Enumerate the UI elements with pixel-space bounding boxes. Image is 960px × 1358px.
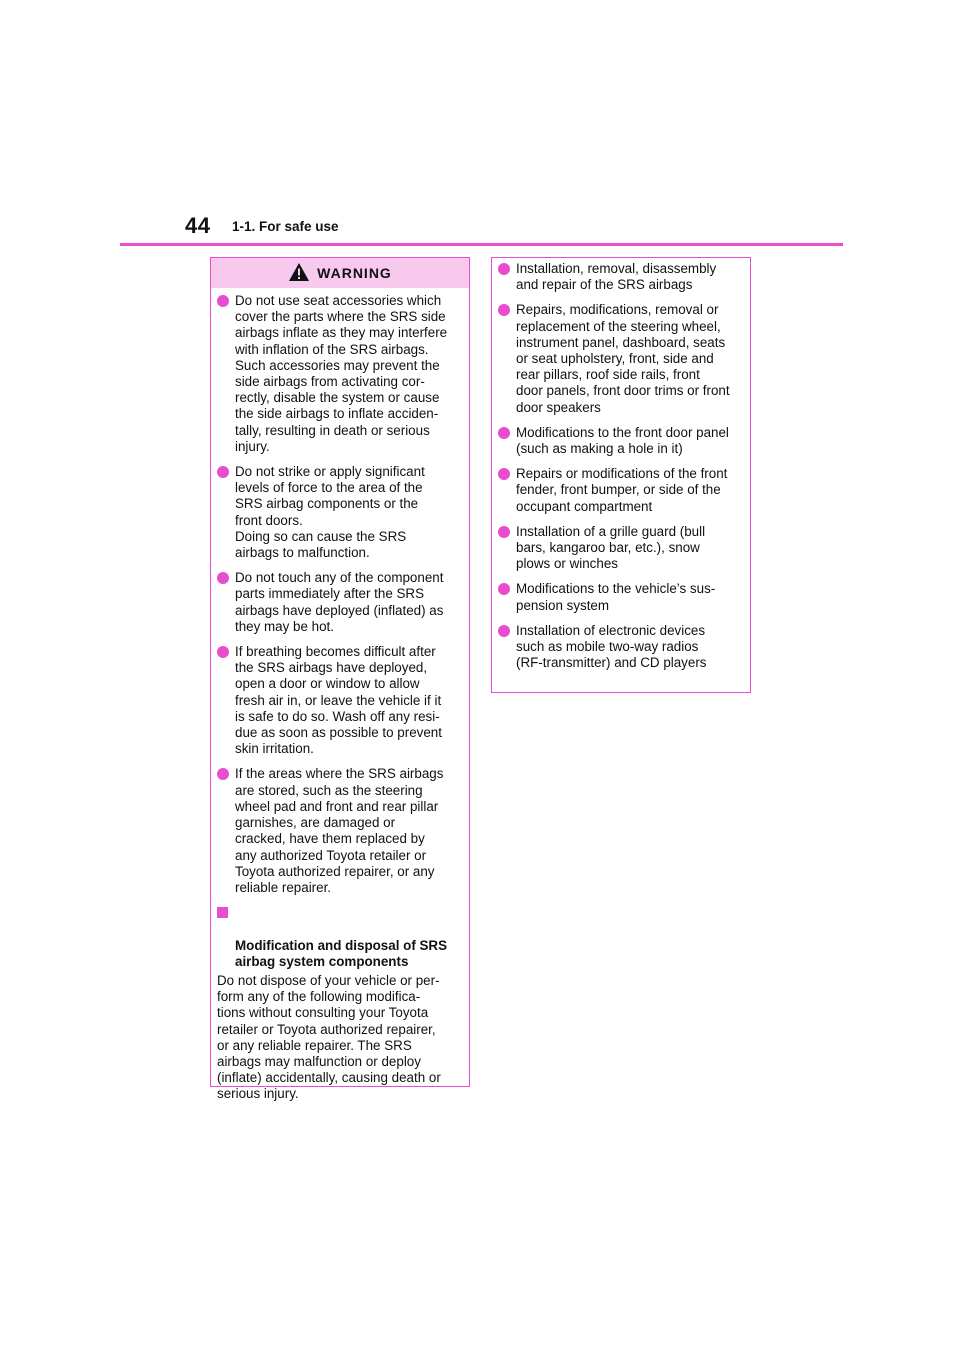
bullet-icon [498,583,510,595]
continued-item: Repairs, modifications, removal or replacement of the steering wheel, instrument panel, dashboard, seats or seat upholstery, front, side and rear pillars, roof side rails, front door panels, front door trims or front door speakers [498,302,745,415]
warning-subheading: Modification and disposal of SRS airbag system components [217,905,464,970]
bullet-icon [217,768,229,780]
warning-item: Do not touch any of the component parts immediately after the SRS airbags have deployed (inflated) as they may be hot. [217,570,464,635]
bullet-icon [498,468,510,480]
warning-continued-box [491,257,751,693]
warning-item: If breathing becomes difficult after the SRS airbags have deployed, open a door or window to allow fresh air in, or leave the vehicle if it is safe to do so. Wash off any resi- due as soon as possible to prevent skin irritation. [217,644,464,757]
continued-item: Installation of a grille guard (bull bars, kangaroo bar, etc.), snow plows or winches [498,524,745,573]
bullet-icon [217,646,229,658]
warning-header [211,258,469,288]
warning-title: WARNING [317,265,392,281]
continued-item: Repairs or modifications of the front fender, front bumper, or side of the occupant compartment [498,466,745,515]
square-bullet-icon [217,907,228,918]
bullet-icon [498,526,510,538]
warning-item: Do not use seat accessories which cover the parts where the SRS side airbags inflate as they may interfere with inflation of the SRS airbags. Such accessories may prevent the side airbags from activating cor- rectly, disable the system or cause the side airbags to inflate acciden- tally, resulting in death or serious injury. [217,293,464,455]
bullet-icon [498,625,510,637]
warning-content [211,288,469,1103]
continued-item: Installation of electronic devices such as mobile two-way radios (RF-transmitter) and CD players [498,623,745,672]
bullet-icon [498,427,510,439]
header-divider [120,243,843,246]
bullet-icon [498,304,510,316]
continued-item: Modifications to the front door panel (such as making a hole in it) [498,425,745,457]
warning-item: If the areas where the SRS airbags are stored, such as the steering wheel pad and front and rear pillar garnishes, are damaged or cracked, have them replaced by any authorized Toyota retailer or Toyota authorized repairer, or any reliable repairer. [217,766,464,896]
section-title: 1-1. For safe use [232,219,339,234]
continued-item: Installation, removal, disassembly and repair of the SRS airbags [498,261,745,293]
continued-item: Modifications to the vehicle’s sus- pension system [498,581,745,613]
warning-paragraph: Do not dispose of your vehicle or per- form any of the following modifica- tions without consulting your Toyota retailer or Toyota authorized repairer, or any reliable repairer. The SRS airbags may malfunction or deploy (inflate) accidentally, causing death or serious injury. [217,972,441,1102]
warning-triangle-icon [288,262,310,282]
page-number: 44 [185,213,211,238]
bullet-icon [217,466,229,478]
continued-content [492,258,750,671]
bullet-icon [217,295,229,307]
bullet-icon [498,263,510,275]
warning-box [210,257,470,1102]
bullet-icon [217,572,229,584]
warning-item: Do not strike or apply significant levels of force to the area of the SRS airbag components or the front doors. Doing so can cause the SRS airbags to malfunction. [217,464,464,561]
